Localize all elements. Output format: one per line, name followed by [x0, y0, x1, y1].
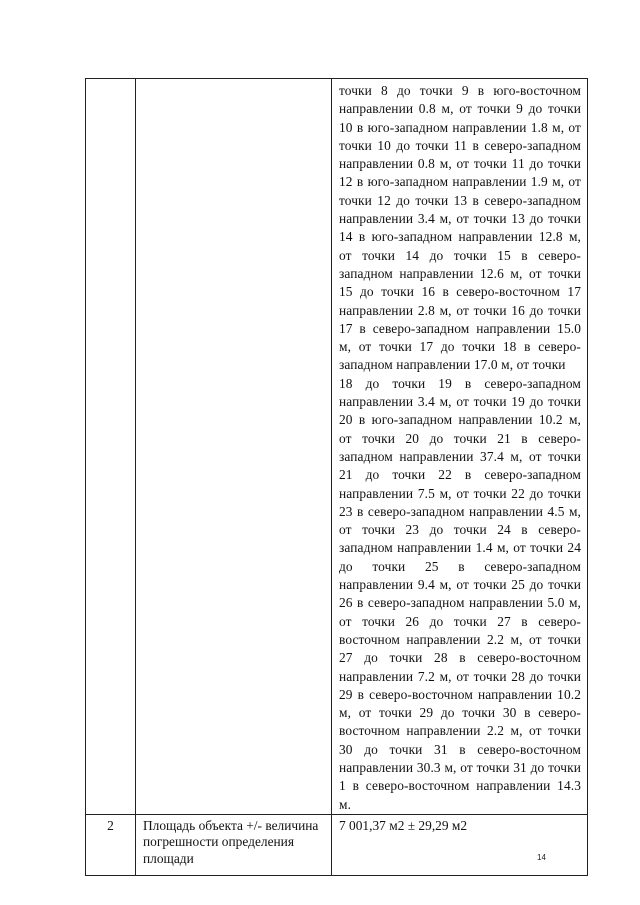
document-table	[85, 78, 588, 876]
row-name	[136, 79, 331, 86]
boundary-description-cell	[332, 79, 588, 815]
table-row	[86, 814, 588, 875]
row-number-cell	[86, 79, 136, 815]
page-number: 14	[537, 853, 546, 862]
description-paragraph: 18 до точки 19 в северо-западном направлении 3.4 м, от точки 19 до точки 20 в юго-западном направлении 10.2 м, от точки 20 до точки 21 в северо-западном направлении 37.4 м, от точки 21 до точки 22 в северо-западном направлении 7.5 м, от точки 22 до точки 23 в северо-западном направлении 4.5 м, от точки 23 до точки 24 в северо-западном направлении 1.4 м, от точки 24 до точки 25 в северо-западном направлении 9.4 м, от точки 25 до точки 26 в северо-западном направлении 5.0 м, от точки 26 до точки 27 в северо-восточном направлении 2.2 м, от точки 27 до точки 28 в северо-восточном направлении 7.2 м, от точки 28 до точки 29 в северо-восточном направлении 10.2 м, от точки 29 до точки 30 в северо-восточном направлении 2.2 м, от точки 30 до точки 31 в северо-восточном направлении 30.3 м, от точки 31 до точки 1 в северо-восточном направлении 14.3 м.	[339, 375, 581, 812]
area-value-cell	[332, 814, 588, 875]
row-number: 2	[107, 817, 114, 833]
row-name-cell	[136, 79, 332, 815]
boundary-description	[332, 79, 587, 814]
row-name-cell	[136, 814, 332, 875]
row-number-cell	[86, 814, 136, 875]
area-value: 7 001,37 м2 ± 29,29 м2	[339, 817, 468, 833]
description-paragraph: точки 8 до точки 9 в юго-восточном направлении 0.8 м, от точки 9 до точки 10 в юго-западном направлении 1.8 м, от точки 10 до точки 11 в северо-западном направлении 0.8 м, от точки 11 до точки 12 в юго-западном направлении 1.9 м, от точки 12 до точки 13 в северо-западном направлении 3.4 м, от точки 13 до точки 14 в юго-западном направлении 12.8 м, от точки 14 до точки 15 в северо-западном направлении 12.6 м, от точки 15 до точки 16 в северо-восточном 17 направлении 2.8 м, от точки 16 до точки 17 в северо-западном направлении 15.0 м, от точки 17 до точки 18 в северо- западном направлении 17.0 м, от точки	[339, 83, 581, 373]
table-row	[86, 79, 588, 815]
area-label: Площадь объекта +/- величина погрешности определения площади	[143, 817, 319, 866]
row-number	[86, 79, 135, 82]
